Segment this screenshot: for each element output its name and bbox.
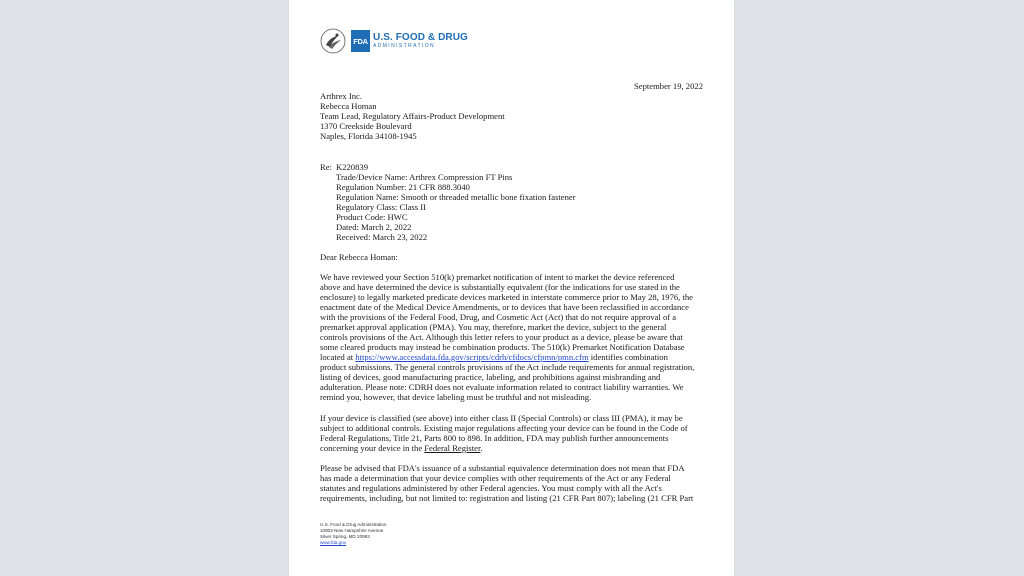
hhs-seal-icon: [320, 28, 346, 54]
text-line: listing of devices, good manufacturing practice, labeling, and prohibitions against misbranding and: [320, 372, 661, 382]
text-line: some cleared products may instead be combination products. The 510(k) Premarket Notification Database: [320, 342, 685, 352]
reference-item: Regulatory Class: Class II: [336, 202, 426, 212]
text-line: with the provisions of the Federal Food, Drug, and Cosmetic Act (Act) that do not require approval of a: [320, 312, 677, 322]
link-suffix: .: [480, 443, 483, 453]
letter-date: September 19, 2022: [634, 81, 703, 91]
text-line: product submissions. The general controls provisions of the Act include requirements for annual registration,: [320, 362, 695, 372]
text-line: We have reviewed your Section 510(k) premarket notification of intent to market the device referenced: [320, 272, 675, 282]
address-line: 1370 Creekside Boulevard: [320, 121, 412, 131]
text-line: statutes and regulations administered by other Federal agencies. You must comply with all the Act's: [320, 483, 662, 493]
text-line: If your device is classified (see above) into either class II (Special Controls) or class III (PMA), it may be: [320, 413, 683, 423]
fda-logo: [320, 27, 468, 55]
paragraph-2: [320, 413, 688, 453]
text-line: enactment date of the Medical Device Amendments, or to devices that have been reclassified in accordance: [320, 302, 689, 312]
text-line: has made a determination that your device complies with other requirements of the Act or any Federal: [320, 473, 671, 483]
fda-mark: FDA: [351, 30, 370, 52]
text-line: premarket approval application (PMA). You may, therefore, market the device, subject to the general: [320, 322, 667, 332]
text-line: Please be advised that FDA's issuance of a substantial equivalence determination does not mean that FDA: [320, 463, 685, 473]
paragraph-3: [320, 463, 693, 503]
agency-wordmark: [373, 32, 468, 50]
reference-item: Trade/Device Name: Arthrex Compression FT Pins: [336, 172, 513, 182]
reference-line: [320, 162, 368, 172]
agency-name: U.S. FOOD & DRUG: [373, 32, 468, 43]
text-line: subject to additional controls. Existing major regulations affecting your device can be found in the Code of: [320, 423, 688, 433]
text-line: above and have determined the device is substantially equivalent (for the indications for use stated in the: [320, 282, 680, 292]
text-line: adulteration. Please note: CDRH does not evaluate information related to contract liability warranties. We: [320, 382, 684, 392]
address-line: Team Lead, Regulatory Affairs-Product Development: [320, 111, 505, 121]
text-line-with-link: [320, 443, 688, 453]
text-line: Federal Regulations, Title 21, Parts 800 to 898. In addition, FDA may publish further announcements: [320, 433, 669, 443]
address-line: Rebecca Homan: [320, 101, 377, 111]
footer-line: U.S. Food & Drug Administration: [320, 522, 387, 527]
reference-item: Regulation Number: 21 CFR 888.3040: [336, 182, 470, 192]
text-line: enclosure) to legally marketed predicate devices marketed in interstate commerce prior to May 28, 1976, the: [320, 292, 693, 302]
footer-line: 10903 New Hampshire Avenue: [320, 528, 384, 533]
paragraph-1: [320, 272, 694, 402]
re-label: Re:: [320, 162, 332, 172]
reference-item: Product Code: HWC: [336, 212, 408, 222]
text-line-with-link: [320, 352, 694, 362]
page-footer: [320, 522, 386, 546]
federal-register-link[interactable]: Federal Register: [424, 443, 481, 453]
reference-details: [336, 172, 576, 242]
reference-item: Dated: March 2, 2022: [336, 222, 412, 232]
address-line: Naples, Florida 34108-1945: [320, 131, 417, 141]
agency-sub: ADMINISTRATION: [373, 43, 436, 49]
address-line: Arthrex Inc.: [320, 91, 362, 101]
fda-website-link[interactable]: www.fda.gov: [320, 540, 347, 545]
salutation: Dear Rebecca Homan:: [320, 252, 398, 262]
letter-page: [289, 0, 734, 576]
reference-item: Regulation Name: Smooth or threaded metallic bone fixation fastener: [336, 192, 576, 202]
reference-block: [320, 162, 576, 242]
text-line: requirements, including, but not limited to: registration and listing (21 CFR Part 807); labeling (21 CFR Part: [320, 493, 694, 503]
pmn-database-link[interactable]: https://www.accessdata.fda.gov/scripts/cdrh/cfdocs/cfpmn/pmn.cfm: [355, 352, 589, 362]
link-suffix: identifies combination: [588, 352, 668, 362]
page-content: [320, 0, 703, 576]
link-prefix: located at: [320, 352, 356, 362]
footer-line: Silver Spring, MD 20993: [320, 534, 370, 539]
link-prefix: concerning your device in the: [320, 443, 425, 453]
text-line: controls provisions of the Act. Although this letter refers to your product as a device, please be aware that: [320, 332, 683, 342]
reference-item: Received: March 23, 2022: [336, 232, 428, 242]
re-number: K220839: [336, 162, 368, 172]
recipient-address: [320, 91, 505, 141]
text-line: remind you, however, that device labeling must be truthful and not misleading.: [320, 392, 592, 402]
